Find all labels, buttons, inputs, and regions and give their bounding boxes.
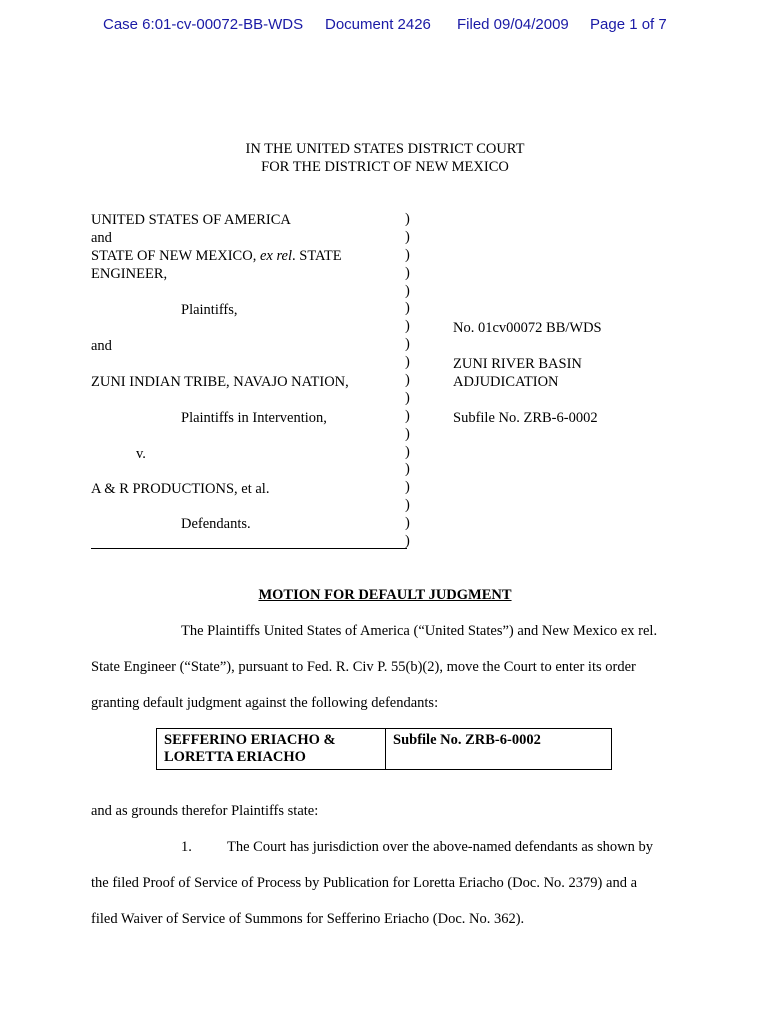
- paren: ): [405, 372, 410, 389]
- party-new-mexico-line2: ENGINEER,: [91, 266, 168, 282]
- paragraph-intro-line2: State Engineer (“State”), pursuant to Fed. R. Civ P. 55(b)(2), move the Court to enter its order: [91, 659, 636, 675]
- paren: ): [405, 228, 410, 245]
- paren: ): [405, 300, 410, 317]
- paren: ): [405, 211, 410, 227]
- paren: ): [405, 515, 410, 532]
- defendant-name-line1: SEFFERINO ERIACHO &: [164, 732, 336, 748]
- paren: ): [405, 318, 410, 335]
- paragraph-intro-line3: granting default judgment against the following defendants:: [91, 695, 439, 711]
- defendants-table: [156, 728, 612, 770]
- paren: ): [405, 461, 410, 478]
- motion-title: MOTION FOR DEFAULT JUDGMENT: [258, 587, 512, 603]
- basin-line1: ZUNI RIVER BASIN: [453, 356, 582, 372]
- paren: ): [405, 407, 410, 424]
- paren: ): [405, 425, 410, 442]
- caption-underline: [91, 548, 407, 549]
- paren: ): [405, 282, 410, 299]
- intervenors-label: Plaintiffs in Intervention,: [181, 410, 327, 426]
- paren: ): [405, 336, 410, 353]
- paren: ): [405, 533, 410, 550]
- party-united-states: UNITED STATES OF AMERICA: [91, 212, 291, 228]
- paren: ): [405, 479, 410, 496]
- item1-number: 1.: [181, 839, 192, 855]
- caption-and-1: and: [91, 230, 112, 246]
- paren: ): [405, 497, 410, 514]
- paragraph-intro-line1: The Plaintiffs United States of America (“United States”) and New Mexico ex rel.: [181, 623, 658, 639]
- subfile-number: Subfile No. ZRB-6-0002: [453, 410, 598, 426]
- paren: ): [405, 354, 410, 371]
- grounds-line: and as grounds therefor Plaintiffs state:: [91, 803, 319, 819]
- paren: ): [405, 264, 410, 281]
- paren: ): [405, 443, 410, 460]
- defendant-subfile-cell: Subfile No. ZRB-6-0002: [386, 729, 612, 770]
- court-heading-line1: IN THE UNITED STATES DISTRICT COURT: [245, 141, 525, 157]
- party-new-mexico: STATE OF NEW MEXICO, ex rel. STATE: [91, 248, 342, 264]
- defendants-label: Defendants.: [181, 516, 251, 532]
- defendant-names-cell: [157, 729, 386, 770]
- party-defendants: A & R PRODUCTIONS, et al.: [91, 481, 270, 497]
- case-number: No. 01cv00072 BB/WDS: [453, 320, 602, 336]
- header-filed-date: Filed 09/04/2009: [457, 16, 569, 33]
- item1-line2: the filed Proof of Service of Process by Publication for Loretta Eriacho (Doc. No. 2379) and a: [91, 875, 638, 891]
- paren: ): [405, 389, 410, 406]
- defendant-name-line2: LORETTA ERIACHO: [164, 749, 306, 765]
- item1-line1: The Court has jurisdiction over the above-named defendants as shown by: [227, 839, 654, 855]
- court-heading-line2: FOR THE DISTRICT OF NEW MEXICO: [261, 159, 509, 175]
- item1-line3: filed Waiver of Service of Summons for Sefferino Eriacho (Doc. No. 362).: [91, 911, 525, 927]
- party-intervenors: ZUNI INDIAN TRIBE, NAVAJO NATION,: [91, 374, 349, 390]
- versus-label: v.: [136, 446, 146, 462]
- table-row: [157, 729, 612, 770]
- caption-parenthesis-column: [405, 211, 417, 551]
- header-page-count: Page 1 of 7: [590, 16, 667, 33]
- caption-and-2: and: [91, 338, 112, 354]
- header-case-number: Case 6:01-cv-00072-BB-WDS: [103, 16, 304, 33]
- header-document-number: Document 2426: [325, 16, 431, 33]
- paren: ): [405, 246, 410, 263]
- basin-line2: ADJUDICATION: [453, 374, 559, 390]
- plaintiffs-label: Plaintiffs,: [181, 302, 238, 318]
